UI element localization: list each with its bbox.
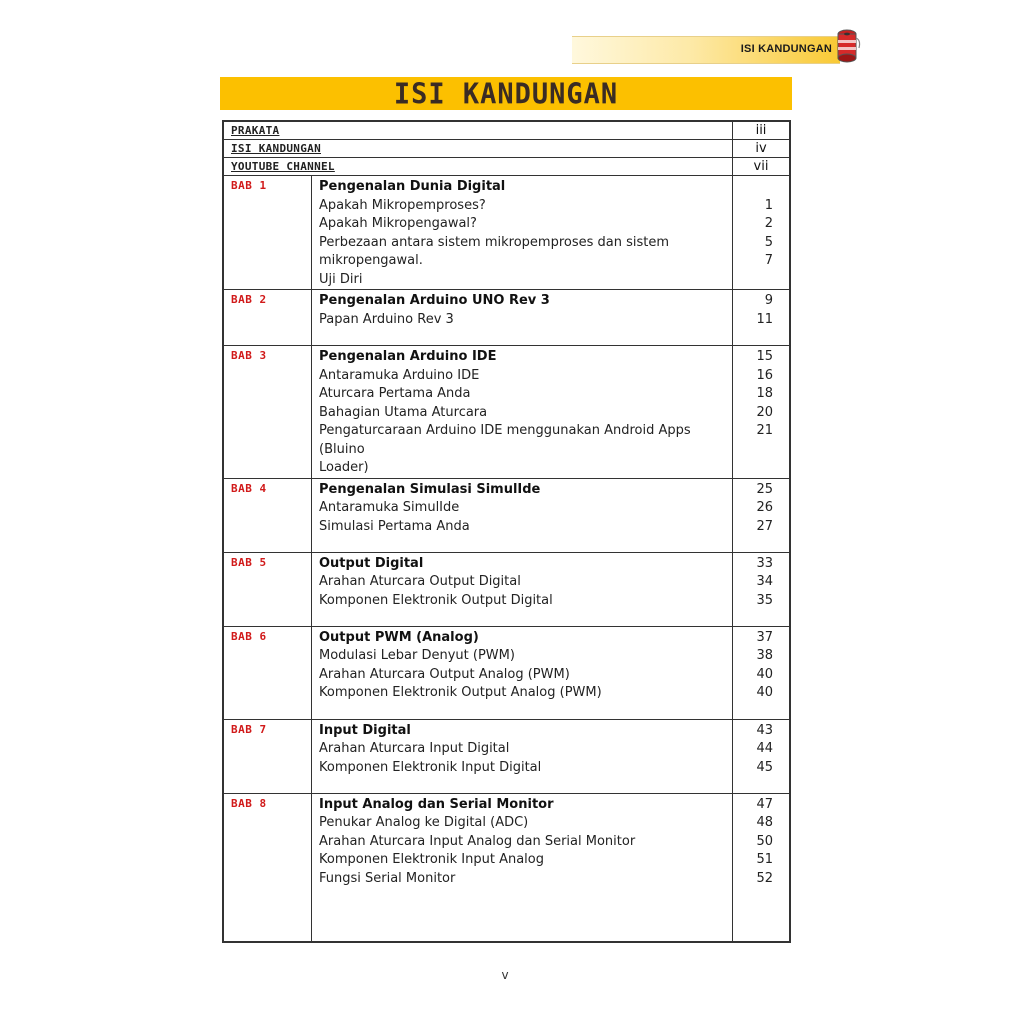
section-page: 1 <box>764 197 773 213</box>
chapter-pages <box>733 478 790 552</box>
section-title: Antaramuka SimulIde <box>319 500 460 515</box>
section-title: Komponen Elektronik Output Analog (PWM) <box>319 685 602 700</box>
section-page: 44 <box>756 741 773 756</box>
chapter-title-page: 9 <box>764 293 773 308</box>
chapter-contents <box>312 176 733 290</box>
chapter-code: BAB 8 <box>224 793 312 941</box>
section-page: 52 <box>756 870 773 886</box>
section-title: Modulasi Lebar Denyut (PWM) <box>319 648 515 663</box>
section-title: Antaramuka Arduino IDE <box>319 367 480 383</box>
section-page: 11 <box>756 311 773 327</box>
chapter-title: Input Analog dan Serial Monitor <box>319 796 554 812</box>
section-title: Arahan Aturcara Input Digital <box>319 741 510 756</box>
chapter-title-page <box>733 178 773 197</box>
chapter-row <box>224 478 790 552</box>
chapter-code: BAB 5 <box>224 552 312 626</box>
running-header <box>572 36 840 64</box>
page-number: v <box>501 968 509 982</box>
chapter-pages <box>733 793 790 941</box>
section-page: 7 <box>764 253 773 268</box>
chapter-code: BAB 1 <box>224 176 312 290</box>
section-page: 16 <box>756 367 773 383</box>
section-page: 20 <box>756 404 773 420</box>
section-page: 2 <box>764 216 773 231</box>
section-page: 21 <box>756 423 773 438</box>
section-page: 40 <box>756 685 773 700</box>
chapter-row <box>224 626 790 719</box>
section-title: Komponen Elektronik Input Digital <box>319 759 542 775</box>
chapter-title: Output PWM (Analog) <box>319 629 479 645</box>
chapter-row <box>224 793 790 941</box>
section-page: 18 <box>756 386 773 401</box>
chapter-row <box>224 346 790 479</box>
chapter-title: Pengenalan Arduino UNO Rev 3 <box>319 293 550 308</box>
arduino-spool-icon <box>830 26 864 66</box>
section-page: 26 <box>756 500 773 515</box>
chapter-row <box>224 290 790 346</box>
chapter-pages <box>733 176 790 290</box>
chapter-code: BAB 6 <box>224 626 312 719</box>
chapter-title: Pengenalan Arduino IDE <box>319 349 497 364</box>
chapter-title-page: 25 <box>756 481 773 497</box>
section-title: Komponen Elektronik Output Digital <box>319 592 553 608</box>
chapter-contents <box>312 552 733 626</box>
section-page: 5 <box>764 234 773 250</box>
section-page: 48 <box>756 815 773 830</box>
section-page: 45 <box>756 759 773 775</box>
chapter-row <box>224 719 790 793</box>
section-title: Papan Arduino Rev 3 <box>319 311 454 327</box>
front-matter-page: iii <box>733 122 790 140</box>
chapters <box>224 176 790 942</box>
section-title: Uji Diri <box>319 271 363 287</box>
section-page: 27 <box>756 518 773 534</box>
front-matter-page: vii <box>733 158 790 176</box>
chapter-contents <box>312 478 733 552</box>
chapter-contents <box>312 346 733 479</box>
section-page: 50 <box>756 833 773 849</box>
chapter-contents <box>312 793 733 941</box>
table-of-contents <box>222 120 791 943</box>
chapter-code: BAB 2 <box>224 290 312 346</box>
section-title: Apakah Mikropengawal? <box>319 216 477 231</box>
chapter-title-page: 15 <box>756 349 773 364</box>
chapter-title-page: 37 <box>756 629 773 645</box>
section-title: Bahagian Utama Aturcara <box>319 404 488 420</box>
chapter-title: Output Digital <box>319 555 424 571</box>
section-page <box>733 441 773 460</box>
front-matter-title: ISI KANDUNGAN <box>224 140 733 158</box>
chapter-pages <box>733 346 790 479</box>
front-matter-title: YOUTUBE CHANNEL <box>224 158 733 176</box>
chapter-contents <box>312 290 733 346</box>
section-page: 51 <box>756 852 773 867</box>
section-title: Aturcara Pertama Anda <box>319 386 471 401</box>
section-title: Arahan Aturcara Input Analog dan Serial Monitor <box>319 833 636 849</box>
running-header-label: ISI KANDUNGAN <box>740 43 832 55</box>
chapter-row <box>224 176 790 290</box>
title-banner <box>220 77 792 110</box>
chapter-contents <box>312 719 733 793</box>
front-matter-title: PRAKATA <box>224 122 733 140</box>
chapter-row <box>224 552 790 626</box>
chapter-pages <box>733 626 790 719</box>
front-matter <box>224 122 790 176</box>
section-page: 34 <box>756 574 773 589</box>
chapter-title: Input Digital <box>319 722 411 738</box>
section-title: Perbezaan antara sistem mikropemproses dan sistem mikropengawal. <box>319 234 670 268</box>
front-matter-row <box>224 158 790 176</box>
section-page: 35 <box>756 592 773 608</box>
chapter-title: Pengenalan Simulasi SimulIde <box>319 481 541 497</box>
section-page: 40 <box>756 666 773 682</box>
section-title: Arahan Aturcara Output Digital <box>319 574 521 589</box>
chapter-code: BAB 7 <box>224 719 312 793</box>
section-title: Pengaturcaraan Arduino IDE menggunakan Android Apps (Bluino <box>319 423 691 457</box>
chapter-title-page: 33 <box>756 555 773 571</box>
section-page: 38 <box>756 648 773 663</box>
section-title: Fungsi Serial Monitor <box>319 870 456 886</box>
chapter-title-page: 43 <box>756 722 773 738</box>
section-title: Apakah Mikropemproses? <box>319 197 486 213</box>
chapter-pages <box>733 719 790 793</box>
chapter-code: BAB 4 <box>224 478 312 552</box>
chapter-pages <box>733 290 790 346</box>
chapter-contents <box>312 626 733 719</box>
chapter-title: Pengenalan Dunia Digital <box>319 179 506 194</box>
chapter-code: BAB 3 <box>224 346 312 479</box>
section-title: Arahan Aturcara Output Analog (PWM) <box>319 666 570 682</box>
chapter-title-page: 47 <box>756 796 773 812</box>
front-matter-row <box>224 122 790 140</box>
section-title: Penukar Analog ke Digital (ADC) <box>319 815 529 830</box>
front-matter-page: iv <box>733 140 790 158</box>
front-matter-row <box>224 140 790 158</box>
page-title: ISI KANDUNGAN <box>393 78 619 111</box>
section-title: Loader) <box>319 460 369 475</box>
chapter-pages <box>733 552 790 626</box>
section-title: Komponen Elektronik Input Analog <box>319 852 544 867</box>
section-title: Simulasi Pertama Anda <box>319 518 470 534</box>
